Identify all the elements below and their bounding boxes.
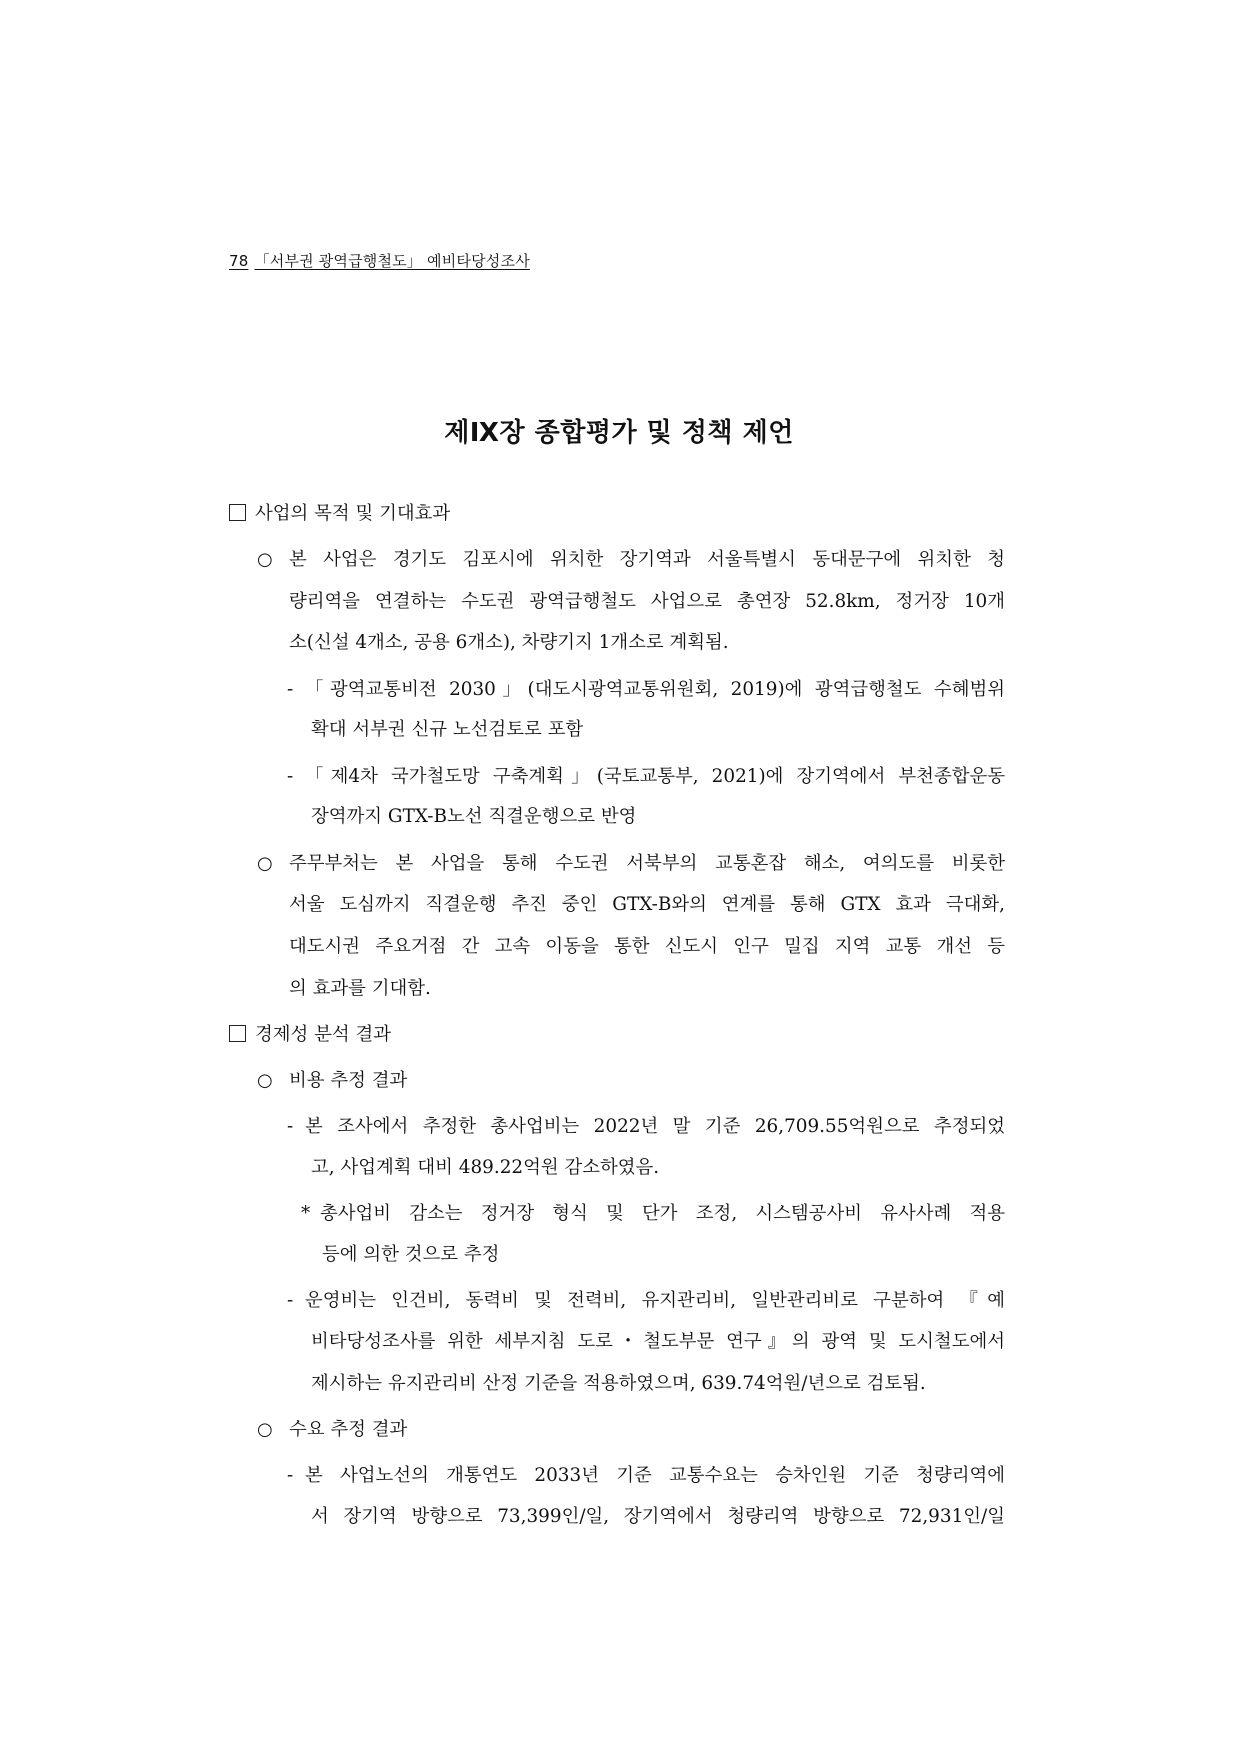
paragraph-line: 비타당성조사를 위한 세부지침 도로・철도부문 연구』의 광역 및 도시철도에서: [311, 1331, 1005, 1352]
circle-bullet-icon: ○: [257, 549, 273, 570]
paragraph-line: 「광역교통비전 2030」(대도시광역교통위원회, 2019)에 광역급행철도 수혜범위: [305, 679, 1005, 700]
paragraph-line: 장역까지 GTX-B노선 직결운행으로 반영: [311, 806, 637, 827]
paragraph-line: 서울 도심까지 직결운행 추진 중인 GTX-B와의 연계를 통해 GTX 효과 극대화,: [289, 894, 1005, 915]
circle-bullet-icon: ○: [257, 853, 273, 874]
dash-bullet-icon: -: [287, 1116, 294, 1137]
paragraph-line: 총사업비 감소는 정거장 형식 및 단가 조정, 시스템공사비 유사사례 적용: [320, 1203, 1005, 1224]
paragraph-line: 대도시권 주요거점 간 고속 이동을 통한 신도시 인구 밀집 지역 교통 개선 등: [289, 936, 1005, 957]
paragraph-line: 등에 의한 것으로 추정: [322, 1244, 500, 1265]
paragraph-line: 소(신설 4개소, 공용 6개소), 차량기지 1개소로 계획됨.: [289, 632, 729, 653]
paragraph-line: 의 효과를 기대함.: [289, 978, 431, 999]
dash-bullet-icon: -: [287, 1290, 294, 1311]
circle-bullet-icon: ○: [257, 1419, 273, 1440]
section-heading-text: 사업의 목적 및 기대효과: [255, 503, 451, 524]
paragraph-line: 서 장기역 방향으로 73,399인/일, 장기역에서 청량리역 방향으로 72,931인/일: [311, 1506, 1005, 1527]
running-header: [229, 250, 530, 271]
section-heading: [229, 1023, 391, 1047]
paragraph-line: 운영비는 인건비, 동력비 및 전력비, 유지관리비, 일반관리비로 구분하여 『예: [305, 1290, 1005, 1311]
paragraph-line: 본 사업은 경기도 김포시에 위치한 장기역과 서울특별시 동대문구에 위치한 청: [289, 549, 1005, 570]
document-title: 「서부권 광역급행철도」 예비타당성조사: [254, 252, 530, 270]
asterisk-note-icon: *: [301, 1203, 311, 1224]
circle-bullet-icon: ○: [257, 1070, 273, 1091]
checkbox-square-icon: [229, 1025, 246, 1042]
checkbox-square-icon: [229, 504, 246, 521]
section-heading-text: 경제성 분석 결과: [255, 1024, 392, 1045]
dash-bullet-icon: -: [287, 679, 294, 700]
paragraph-line: 비용 추정 결과: [289, 1070, 408, 1091]
paragraph-line: 확대 서부권 신규 노선검토로 포함: [311, 719, 584, 740]
dash-bullet-icon: -: [287, 1465, 294, 1486]
paragraph-line: 본 사업노선의 개통연도 2033년 기준 교통수요는 승차인원 기준 청량리역에: [305, 1465, 1005, 1486]
paragraph-line: 고, 사업계획 대비 489.22억원 감소하였음.: [311, 1157, 660, 1178]
paragraph-line: 주무부처는 본 사업을 통해 수도권 서북부의 교통혼잡 해소, 여의도를 비롯한: [289, 853, 1005, 874]
dash-bullet-icon: -: [287, 766, 294, 787]
chapter-title: 제Ⅸ장 종합평가 및 정책 제언: [444, 418, 794, 448]
paragraph-line: 량리역을 연결하는 수도권 광역급행철도 사업으로 총연장 52.8km, 정거장 10개: [289, 591, 1005, 612]
paragraph-line: 「제4차 국가철도망 구축계획」(국토교통부, 2021)에 장기역에서 부천종합운동: [305, 766, 1005, 787]
paragraph-line: 본 조사에서 추정한 총사업비는 2022년 말 기준 26,709.55억원으로 추정되었: [305, 1116, 1005, 1137]
paragraph-line: 수요 추정 결과: [289, 1419, 408, 1440]
paragraph-line: 제시하는 유지관리비 산정 기준을 적용하였으며, 639.74억원/년으로 검토됨.: [311, 1373, 926, 1394]
page-number: 78: [229, 252, 249, 270]
section-heading: [229, 502, 450, 526]
